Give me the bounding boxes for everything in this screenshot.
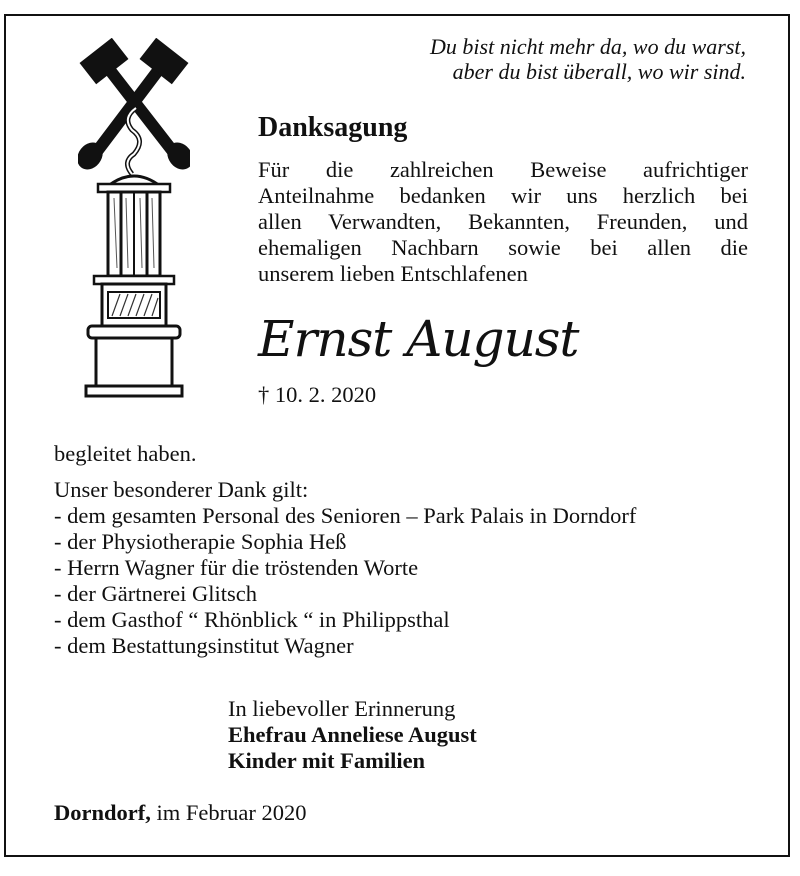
intro-paragraph [258, 157, 748, 287]
signature-children: Kinder mit Familien [228, 748, 426, 773]
death-date: † 10. 2. 2020 [258, 382, 377, 407]
signature-spouse: Ehefrau Anneliese August [228, 722, 477, 747]
intro-line: unserem lieben Entschlafenen [258, 261, 528, 286]
thanks-item: - der Physiotherapie Sophia Heß [54, 529, 347, 554]
thanks-item: - dem Gasthof “ Rhönblick “ in Philippsthal [54, 607, 450, 632]
deceased-name: Ernst August [258, 310, 579, 368]
intro-line: allen Verwandten, Bekannten, Freunden, und [258, 209, 748, 234]
quote-line-2: aber du bist überall, wo wir sind. [452, 59, 746, 84]
accompanied-text: begleitet haben. [54, 441, 197, 466]
page-title: Danksagung [258, 112, 408, 143]
signature-block [228, 696, 477, 774]
thanks-section [54, 441, 636, 659]
intro-line: ehemaligen Nachbarn sowie bei allen die [258, 235, 748, 260]
intro-line: Für die zahlreichen Beweise aufrichtiger [258, 157, 748, 182]
thanks-item: - dem gesamten Personal des Senioren – Park Palais in Dorndorf [54, 503, 637, 528]
miners-lamp-hammer-pick-icon [78, 38, 190, 400]
place-and-date [54, 800, 306, 826]
thanks-item: - Herrn Wagner für die tröstenden Worte [54, 555, 419, 580]
intro-line: Anteilnahme bedanken wir uns herzlich bei [258, 183, 748, 208]
thanks-item: - dem Bestattungsinstitut Wagner [54, 633, 354, 658]
thanks-item: - der Gärtnerei Glitsch [54, 581, 258, 606]
thanks-heading: Unser besonderer Dank gilt: [54, 477, 309, 502]
place-date: im Februar 2020 [150, 800, 307, 825]
signature-intro: In liebevoller Erinnerung [228, 696, 456, 721]
memorial-quote [430, 34, 746, 84]
quote-line-1: Du bist nicht mehr da, wo du warst, [430, 34, 746, 59]
place-name: Dorndorf, [54, 800, 151, 825]
